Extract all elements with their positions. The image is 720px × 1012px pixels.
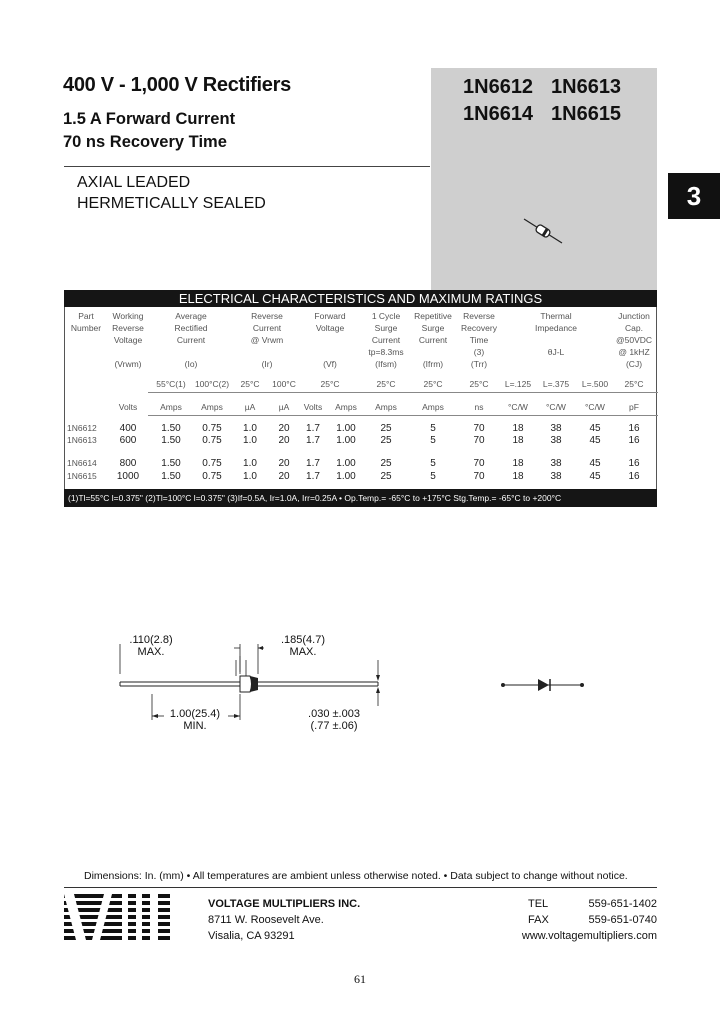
table-cell: 45 <box>589 423 601 434</box>
table-cell: 1.7 <box>306 471 320 482</box>
table-cell: 0.75 <box>202 471 222 482</box>
table-header-ir: Reverse <box>251 311 283 321</box>
table-condition: 55°C(1) <box>156 379 186 389</box>
table-header-ifrm: Surge <box>421 323 445 333</box>
company-city: Visalia, CA 93291 <box>208 930 295 942</box>
table-cell: 1.00 <box>336 423 356 434</box>
table-header-trr: Time <box>469 335 489 345</box>
dim-text: .110(2.8) <box>129 634 173 646</box>
table-header-vrwm: Voltage <box>113 335 143 345</box>
table-divider <box>148 415 658 416</box>
table-cell: 16 <box>628 471 640 482</box>
table-header-vf: Forward <box>314 311 346 321</box>
table-cell: 20 <box>278 435 290 446</box>
table-row-part: 1N6615 <box>67 471 97 481</box>
table-cell: 1.00 <box>336 471 356 482</box>
table-cell: 25 <box>380 471 392 482</box>
table-header-ifsm: Surge <box>374 323 398 333</box>
table-cell: 18 <box>512 423 524 434</box>
dim-text: .030 ±.003 <box>308 708 360 720</box>
table-unit: Amps <box>160 402 182 412</box>
table-condition: 25°C <box>423 379 443 389</box>
dim-text: MAX. <box>137 646 165 658</box>
table-condition: 25°C <box>469 379 489 389</box>
table-cell: 1.0 <box>243 471 257 482</box>
table-condition: L=.125 <box>504 379 532 389</box>
table-unit: Amps <box>375 402 397 412</box>
table-unit: °C/W <box>546 402 566 412</box>
part-number: 1N6615 <box>551 103 622 125</box>
table-header-part: Number <box>70 323 102 333</box>
vmi-logo <box>64 894 180 940</box>
table-header-ir: @ Vrwm <box>250 335 284 345</box>
table-cell: 1.50 <box>161 435 181 446</box>
table-header-ifrm: (Ifrm) <box>422 359 444 369</box>
table-condition: 25°C <box>240 379 260 389</box>
diode-symbol-icon <box>498 676 588 694</box>
table-row-part: 1N6613 <box>67 435 97 445</box>
part-number: 1N6612 <box>463 76 534 98</box>
table-header-ifsm: Current <box>371 335 401 345</box>
table-cell: 18 <box>512 458 524 469</box>
dim-text: .185(4.7) <box>280 634 326 646</box>
table-row-part: 1N6612 <box>67 423 97 433</box>
table-header-theta: Impedance <box>534 323 578 333</box>
section-tab: 3 <box>668 173 720 219</box>
table-footnote: (1)Tl=55°C l=0.375" (2)Tl=100°C l=0.375" (3)If=0.5A, Ir=1.0A, Irr=0.25A • Op.Temp.= -65°C to +175°C Stg.Temp.= -65°C to +200°C <box>64 489 657 507</box>
package-line: HERMETICALLY SEALED <box>77 195 266 212</box>
table-header-cj: Cap. <box>625 323 643 333</box>
table-header-io: Average <box>175 311 207 321</box>
footer-note: Dimensions: In. (mm) • All temperatures are ambient unless otherwise noted. • Data subject to change without notice. <box>84 870 628 882</box>
table-divider <box>148 392 658 393</box>
table-cell: 1.7 <box>306 423 320 434</box>
table-cell: 38 <box>550 471 562 482</box>
table-cell: 70 <box>473 423 485 434</box>
table-cell: 1.7 <box>306 435 320 446</box>
table-unit: Volts <box>303 402 323 412</box>
diode-package-icon <box>522 216 564 246</box>
page-number: 61 <box>354 972 366 986</box>
table-header-vf: (Vf) <box>323 359 337 369</box>
table-condition: 25°C <box>624 379 644 389</box>
table-header-trr: Reverse <box>463 311 495 321</box>
table-condition: 100°C <box>272 379 296 389</box>
table-unit: µA <box>244 402 256 412</box>
table-header-theta: Thermal <box>540 311 572 321</box>
table-cell: 0.75 <box>202 435 222 446</box>
table-unit: Amps <box>422 402 444 412</box>
table-cell: 38 <box>550 423 562 434</box>
lead-length-dim <box>160 708 230 732</box>
table-header-trr: (3) <box>473 347 485 357</box>
dim-text: MIN. <box>183 720 207 732</box>
table-title: ELECTRICAL CHARACTERISTICS AND MAXIMUM RATINGS <box>64 290 657 307</box>
table-cell: 600 <box>119 435 137 446</box>
table-cell: 1.00 <box>336 435 356 446</box>
table-cell: 400 <box>119 423 137 434</box>
table-cell: 1.50 <box>161 423 181 434</box>
table-unit: pF <box>629 402 639 412</box>
table-cell: 45 <box>589 471 601 482</box>
table-cell: 18 <box>512 471 524 482</box>
table-unit: Volts <box>118 402 138 412</box>
dim-text: MAX. <box>289 646 317 658</box>
table-cell: 1.7 <box>306 458 320 469</box>
table-condition: L=.500 <box>581 379 609 389</box>
table-cell: 1.50 <box>161 458 181 469</box>
part-number-panel <box>431 68 657 290</box>
subtitle-recovery-time: 70 ns Recovery Time <box>63 133 227 151</box>
website-link[interactable]: www.voltagemultipliers.com <box>521 930 657 942</box>
table-header-io: Current <box>176 335 206 345</box>
table-cell: 16 <box>628 423 640 434</box>
table-header-theta: θJ-L <box>547 347 565 357</box>
part-number: 1N6614 <box>463 103 534 125</box>
table-cell: 1.0 <box>243 458 257 469</box>
table-cell: 70 <box>473 458 485 469</box>
table-cell: 1000 <box>116 471 140 482</box>
table-header-io: Rectified <box>174 323 208 333</box>
package-description <box>77 172 266 214</box>
footer-divider <box>64 887 657 888</box>
table-unit: °C/W <box>508 402 528 412</box>
table-unit: Amps <box>335 402 357 412</box>
table-cell: 0.75 <box>202 458 222 469</box>
table-header-ifsm: (Ifsm) <box>375 359 397 369</box>
fax-label: FAX <box>528 914 549 926</box>
table-header-cj: (CJ) <box>625 359 643 369</box>
table-unit: Amps <box>201 402 223 412</box>
table-cell: 1.00 <box>336 458 356 469</box>
company-address: 8711 W. Roosevelt Ave. <box>208 914 324 926</box>
table-header-vf: Voltage <box>315 323 345 333</box>
table-cell: 45 <box>589 458 601 469</box>
page-title: 400 V - 1,000 V Rectifiers <box>63 74 291 96</box>
table-cell: 5 <box>430 423 436 434</box>
lead-diameter-dim <box>296 708 372 732</box>
table-header-ifrm: Current <box>418 335 448 345</box>
table-header-io: (Io) <box>184 359 198 369</box>
table-header-ifsm: 1 Cycle <box>371 311 401 321</box>
table-unit: ns <box>474 402 484 412</box>
table-header-ifrm: Repetitive <box>414 311 452 321</box>
table-header-ir: (Ir) <box>261 359 273 369</box>
table-header-ir: Current <box>252 323 282 333</box>
table-cell: 70 <box>473 471 485 482</box>
table-header-part: Part <box>78 311 94 321</box>
table-cell: 20 <box>278 471 290 482</box>
table-header-vrwm: Working <box>112 311 144 321</box>
table-cell: 1.0 <box>243 435 257 446</box>
body-diameter-dim <box>116 634 186 658</box>
dim-text: 1.00(25.4) <box>169 708 221 720</box>
package-line: AXIAL LEADED <box>77 174 191 191</box>
subtitle-forward-current: 1.5 A Forward Current <box>63 110 236 128</box>
table-row-part: 1N6614 <box>67 458 97 468</box>
tel-number: 559-651-1402 <box>588 898 657 910</box>
table-header-cj: @ 1kHZ <box>618 347 650 357</box>
table-header-trr: (Trr) <box>470 359 488 369</box>
table-header-trr: Recovery <box>461 323 497 333</box>
table-cell: 45 <box>589 435 601 446</box>
table-cell: 38 <box>550 458 562 469</box>
table-cell: 5 <box>430 435 436 446</box>
table-cell: 20 <box>278 423 290 434</box>
table-cell: 1.0 <box>243 423 257 434</box>
table-condition: 25°C <box>320 379 340 389</box>
table-header-cj: Junction <box>618 311 650 321</box>
table-cell: 38 <box>550 435 562 446</box>
table-cell: 70 <box>473 435 485 446</box>
table-cell: 5 <box>430 471 436 482</box>
table-header-ifsm: tp=8.3ms <box>368 347 404 357</box>
table-unit: µA <box>278 402 290 412</box>
table-condition: L=.375 <box>542 379 570 389</box>
fax-number: 559-651-0740 <box>588 914 657 926</box>
header-divider <box>64 166 430 167</box>
table-cell: 5 <box>430 458 436 469</box>
body-length-dim <box>268 634 338 658</box>
tel-label: TEL <box>528 898 549 910</box>
table-condition: 100°C(2) <box>194 379 230 389</box>
table-cell: 25 <box>380 435 392 446</box>
table-condition: 25°C <box>376 379 396 389</box>
table-header-cj: @50VDC <box>615 335 653 345</box>
table-cell: 16 <box>628 458 640 469</box>
table-cell: 1.50 <box>161 471 181 482</box>
table-cell: 800 <box>119 458 137 469</box>
dim-text: (.77 ±.06) <box>310 720 358 732</box>
table-cell: 20 <box>278 458 290 469</box>
table-cell: 0.75 <box>202 423 222 434</box>
table-cell: 16 <box>628 435 640 446</box>
table-cell: 25 <box>380 458 392 469</box>
company-name: VOLTAGE MULTIPLIERS INC. <box>208 898 361 910</box>
table-header-vrwm: (Vrwm) <box>114 359 142 369</box>
table-header-vrwm: Reverse <box>112 323 144 333</box>
table-unit: °C/W <box>585 402 605 412</box>
table-cell: 18 <box>512 435 524 446</box>
table-cell: 25 <box>380 423 392 434</box>
part-number: 1N6613 <box>551 76 622 98</box>
